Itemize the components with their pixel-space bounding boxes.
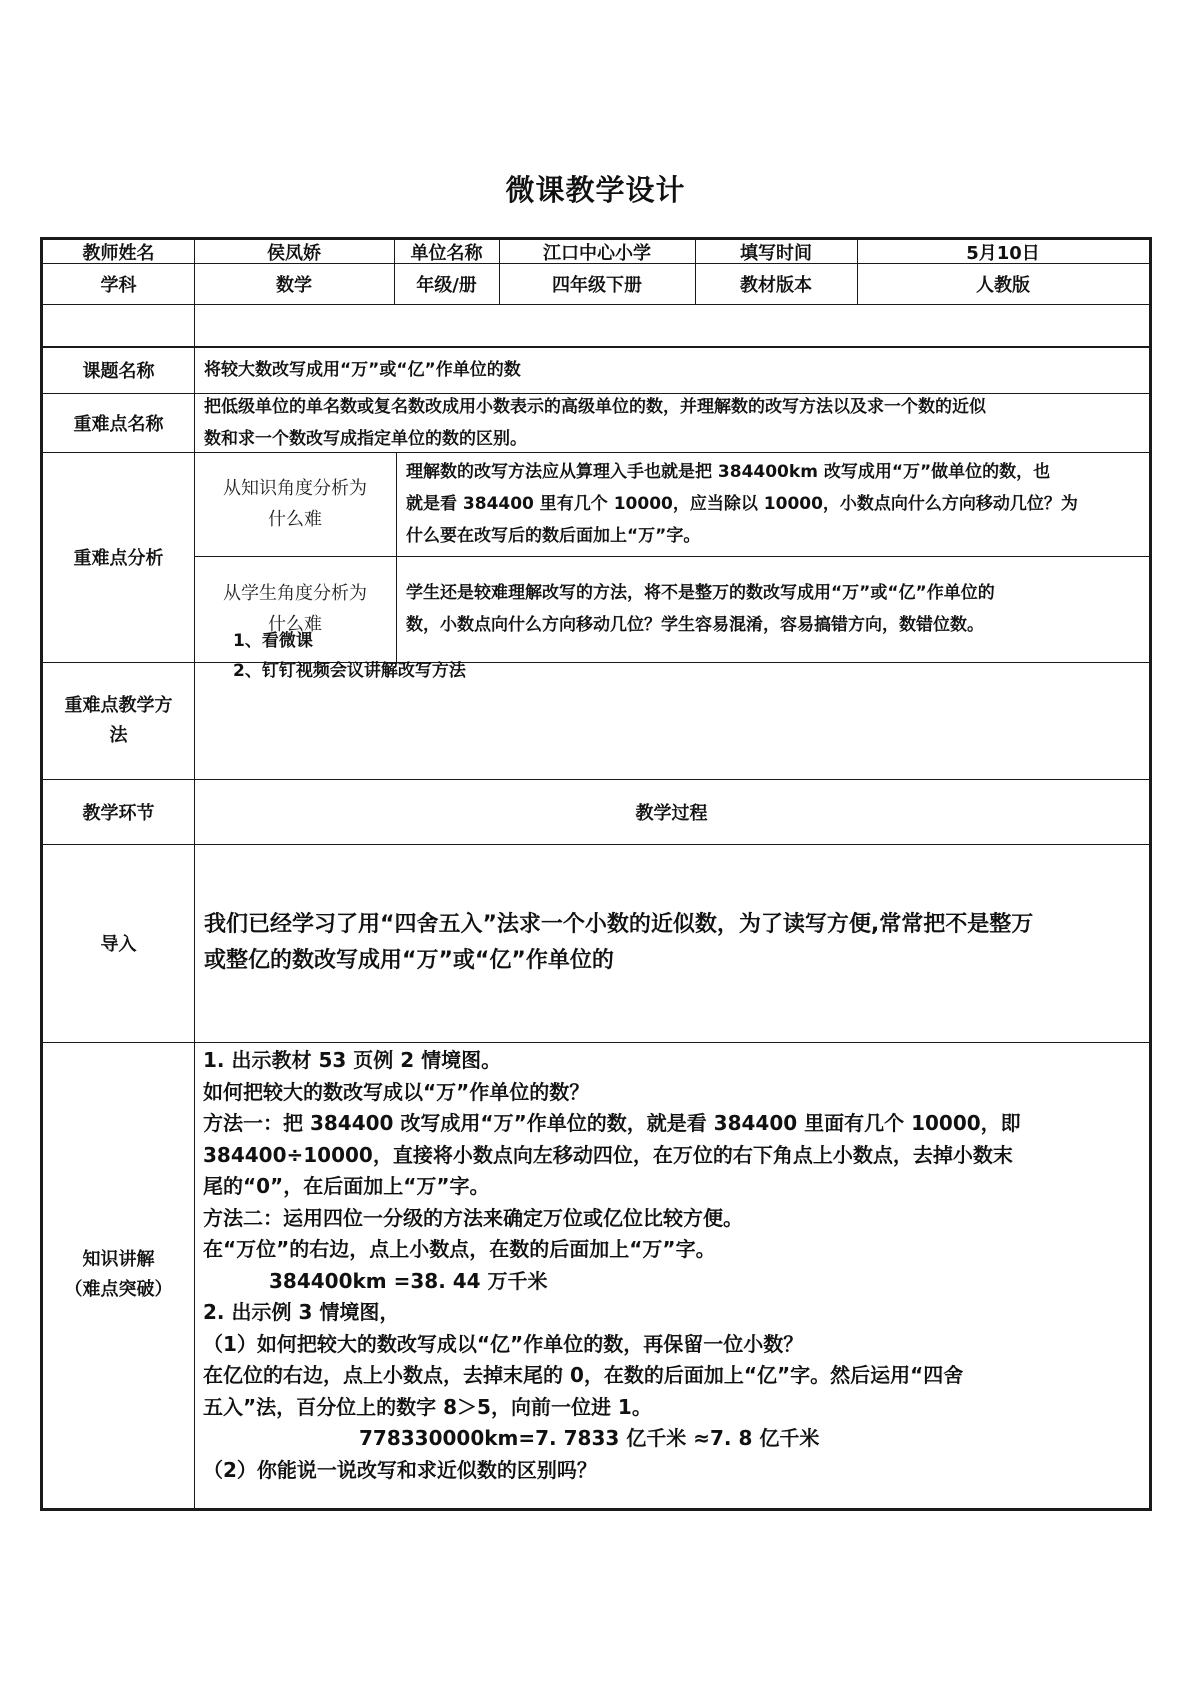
knowledge-angle-label [194, 452, 396, 556]
knowledge-label-line: 知识讲解 [82, 1249, 155, 1270]
process-stage-header: 教学环节 [82, 802, 155, 824]
topic-value: 将较大数改写成用“万”或“亿”作单位的数 [204, 359, 521, 380]
date-label: 填写时间 [740, 242, 812, 264]
knowledge-line: 如何把较大的数改写成以“万”作单位的数？ [203, 1079, 590, 1104]
knowledge-angle-text [396, 452, 1149, 556]
edition-value: 人教版 [976, 274, 1030, 296]
knowledge-line: 2. 出示例 3 情境图， [203, 1300, 400, 1324]
teacher-label: 教师姓名 [82, 242, 155, 264]
teacher-name: 侯凤娇 [267, 242, 321, 264]
knowledge-line: （1）如何把较大的数改写成以“亿”作单位的数，再保留一位小数？ [203, 1331, 804, 1356]
subject-label: 学科 [100, 274, 137, 296]
knowledge-line: 778330000km=7. 7833 亿千米 ≈7. 8 亿千米 [359, 1426, 820, 1450]
knowledge-line: 在亿位的右边，点上小数点，去掉末尾的 0，在数的后面加上“亿”字。然后运用“四舍 [203, 1363, 964, 1387]
edition-label: 教材版本 [740, 274, 812, 296]
unit-name: 江口中心小学 [543, 242, 651, 264]
intro-text [194, 844, 1149, 1042]
knowledge-angle-text-line: 理解数的改写方法应从算理入手也就是把 384400km 改写成用“万”做单位的数，也 [406, 462, 1051, 482]
row-divider [43, 1042, 1149, 1043]
intro-line: 或整亿的数改写成用“万”或“亿”作单位的 [204, 948, 614, 973]
knowledge-line: 在“万位”的右边，点上小数点，在数的后面加上“万”字。 [203, 1237, 716, 1261]
row-divider [43, 662, 1149, 663]
process-detail-header: 教学过程 [635, 802, 708, 824]
student-angle-line: 什么难 [268, 614, 322, 635]
keypoint-text [194, 393, 1149, 452]
student-angle-line: 从学生角度分析为 [223, 583, 367, 604]
analysis-label: 重难点分析 [73, 548, 164, 569]
student-angle-text-line: 数，小数点向什么方向移动几位？学生容易混淆，容易搞错方向，数错位数。 [406, 615, 984, 635]
topic-label: 课题名称 [82, 360, 155, 382]
intro-line: 我们已经学习了用“四舍五入”法求一个小数的近似数，为了读写方便,常常把不是整万 [204, 912, 1034, 937]
intro-label: 导入 [100, 934, 137, 955]
knowledge-line: 方法一：把 384400 改写成用“万”作单位的数，就是看 384400 里面有几个 10000，即 [203, 1111, 1021, 1135]
knowledge-angle-line: 从知识角度分析为 [223, 478, 367, 499]
keypoint-line: 数和求一个数改写成指定单位的数的区别。 [204, 428, 527, 449]
knowledge-line: 五入”法，百分位上的数字 8＞5，向前一位进 1。 [203, 1394, 652, 1419]
unit-label: 单位名称 [410, 242, 483, 264]
date-value: 5月10日 [966, 242, 1040, 264]
document-title: 微课教学设计 [505, 173, 686, 207]
knowledge-label-line: （难点突破） [64, 1279, 173, 1300]
grade-label: 年级/册 [416, 274, 477, 296]
subject-value: 数学 [276, 274, 312, 296]
keypoint-line: 把低级单位的单名数或复名数改成用小数表示的高级单位的数，并理解数的改写方法以及求一个数的近似 [204, 396, 986, 417]
knowledge-line: 1. 出示教材 53 页例 2 情境图。 [203, 1048, 502, 1072]
method-item: 2、钉钉视频会议讲解改写方法 [233, 661, 466, 681]
knowledge-line: 384400km =38. 44 万千米 [269, 1268, 548, 1293]
method-label-line: 法 [109, 724, 128, 746]
row-divider [43, 304, 1149, 305]
grade-value: 四年级下册 [552, 274, 642, 296]
knowledge-line: 尾的“0”，在后面加上“万”字。 [203, 1174, 490, 1198]
knowledge-line: 384400÷10000，直接将小数点向左移动四位，在万位的右下角点上小数点，去掉小数末 [203, 1142, 1013, 1167]
keypoint-label: 重难点名称 [73, 413, 164, 435]
student-angle-text [396, 556, 1149, 662]
knowledge-line: 方法二：运用四位一分级的方法来确定万位或亿位比较方便。 [203, 1205, 743, 1230]
lesson-design-table [40, 237, 1152, 1511]
knowledge-line: （2）你能说一说改写和求近似数的区别吗？ [203, 1457, 597, 1482]
knowledge-angle-line: 什么难 [268, 509, 322, 530]
knowledge-content [203, 1045, 1021, 1486]
method-label-line: 重难点教学方 [64, 694, 173, 716]
method-list [233, 626, 466, 686]
student-angle-text-line: 学生还是较难理解改写的方法，将不是整万的数改写成用“万”或“亿”作单位的 [406, 583, 995, 603]
knowledge-angle-text-line: 什么要在改写后的数后面加上“万”字。 [406, 526, 701, 546]
knowledge-label [43, 1042, 194, 1508]
method-item: 1、看微课 [233, 631, 313, 651]
method-label [43, 662, 194, 779]
knowledge-angle-text-line: 就是看 384400 里有几个 10000，应当除以 10000，小数点向什么方向移动几位？为 [406, 494, 1078, 514]
